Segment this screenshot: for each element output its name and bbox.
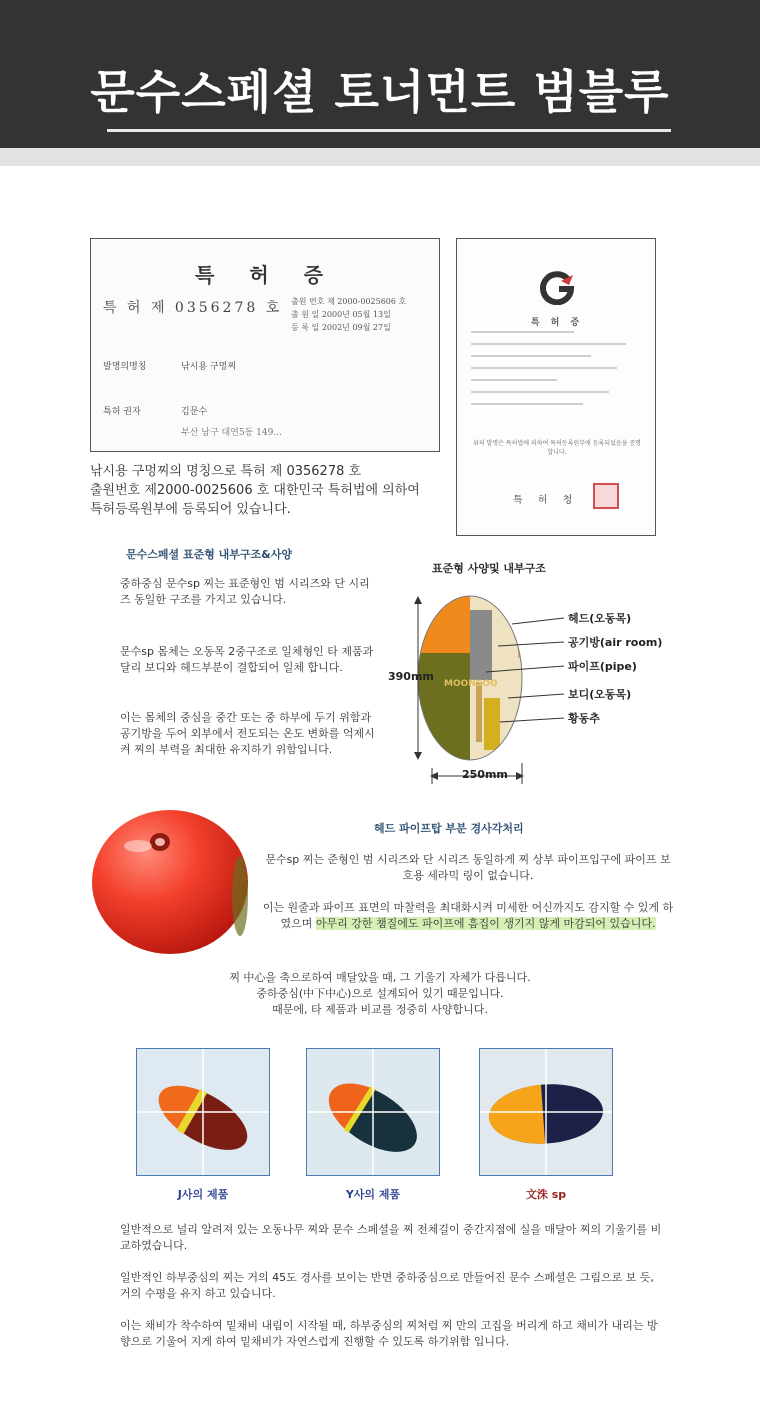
- center-text-line: 찌 中心을 축으로하여 매달았을 때, 그 기울기 자체가 다릅니다.: [229, 971, 531, 984]
- certificate-caption: [90, 462, 450, 519]
- patent-office-logo-icon: [539, 269, 575, 305]
- header-divider: [107, 129, 671, 132]
- invention-value: 낚시용 구멍찌: [181, 362, 237, 372]
- application-number: 출원 번호 제 2000-0025606 호: [291, 297, 407, 306]
- structure-paragraph-2: 문수sp 몸체는 오동목 2중구조로 일체형인 타 제품과 달리 보디와 헤드부분이 결합되어 일체 합니다.: [120, 645, 374, 674]
- head-pipe-paragraph-2: [262, 900, 674, 932]
- diagram-part-head: 헤드(오동목): [568, 612, 632, 625]
- structure-paragraph-1: 중하중심 문수sp 찌는 표준형인 범 시리즈와 단 시리즈 동일한 구조를 가지고 있습니다.: [120, 577, 370, 606]
- head-pipe-paragraph-2-highlight: 아무리 강한 챔질에도 파이프에 흠집이 생기지 않게 마감되어 있습니다.: [315, 917, 656, 930]
- official-seal-icon: [593, 483, 619, 509]
- owner-address: 부산 남구 대연5동 149...: [181, 428, 282, 438]
- diagram-part-brass-weight: 황동추: [568, 712, 600, 725]
- center-axis-text: [140, 970, 620, 1018]
- comparison-label-y: Y사의 제품: [345, 1188, 401, 1201]
- caption-line: 출원번호 제2000-0025606 호 대한민국 특허법에 의하여: [90, 483, 420, 498]
- certificate-title: 특 허 증: [195, 263, 337, 287]
- header-sub-band: [0, 148, 760, 166]
- owner-value: 김문수: [181, 407, 208, 417]
- certificate-meta: [291, 295, 406, 334]
- patent-certificate-small: [456, 238, 656, 536]
- head-pipe-heading: 헤드 파이프탑 부분 경사각처리: [374, 822, 524, 835]
- comparison-photo-y: [306, 1048, 440, 1176]
- bottom-paragraph-2: 일반적인 하부중심의 찌는 거의 45도 경사를 보이는 반면 중하중심으로 만들어진 문수 스페셜은 그림으로 보 듯, 거의 수평을 유지 하고 있습니다.: [120, 1271, 654, 1300]
- page-title: 문수스페셜 토너먼트 범블루: [90, 65, 670, 119]
- diagram-title: 표준형 사양및 내부구조: [432, 562, 546, 575]
- caption-line: 특허등록원부에 등록되어 있습니다.: [90, 502, 291, 517]
- bottom-paragraph-3: 이는 채비가 착수하여 밑채비 내림이 시작될 때, 하부중심의 찌처럼 찌 만의 고집을 버리게 하고 채비가 내리는 방향으로 기울어 지게 하여 밑채비가 자연스럽게 진행할 수 있도록 하기위함 입니다.: [120, 1319, 658, 1348]
- center-text-line: 때문에, 타 제품과 비교를 정중히 사양합니다.: [272, 1003, 488, 1016]
- caption-line: 낚시용 구멍찌의 명칭으로 특허 제 0356278 호: [90, 464, 362, 479]
- invention-label: 발명의명칭: [103, 362, 147, 372]
- header-banner: [0, 0, 760, 148]
- comparison-label-moonsoo: 文洙 sp: [525, 1188, 567, 1201]
- diagram-part-air-room: 공기방(air room): [568, 636, 663, 649]
- structure-diagram: [380, 558, 670, 790]
- certificate-declaration: 위의 발명은 특허법에 의하여 특허등록원부에 등록되었음을 증명합니다.: [473, 440, 641, 456]
- diagram-width-label: 250mm: [462, 768, 508, 781]
- application-date: 출 원 일 2000년 05월 13일: [291, 310, 391, 319]
- diagram-part-pipe: 파이프(pipe): [568, 660, 637, 673]
- float-head-photo: [88, 806, 248, 956]
- patent-office-name: 특 허 청: [513, 495, 579, 506]
- patent-certificate-main: [90, 238, 440, 452]
- center-text-line: 중하중심(中下中心)으로 설계되어 있기 때문입니다.: [256, 987, 504, 1000]
- owner-label: 특허 권자: [103, 407, 141, 417]
- structure-paragraph-3: 이는 몸체의 중심을 중간 또는 중 하부에 두기 위함과 공기방을 두어 외부에서 전도되는 온도 변화를 억제시켜 찌의 부력을 최대한 유지하기 위함입니다.: [120, 711, 375, 756]
- certificate-text-lines: [471, 331, 643, 415]
- head-pipe-paragraph-1: 문수sp 찌는 준형인 범 시리즈와 단 시리즈 동일하게 찌 상부 파이프입구에 파이프 보호용 세라믹 링이 없습니다.: [265, 853, 671, 882]
- diagram-part-body: 보디(오동목): [568, 688, 632, 701]
- head-pipe-paragraph-2-plain: 이는 원줄과 파이프 표면의 마찰력을 최대화시켜 미세한 어신까지도 감지할 수 있게 하였으며: [262, 901, 674, 930]
- bottom-paragraph-1: 일반적으로 널리 알려져 있는 오동나무 찌와 문수 스페셜을 찌 전체길이 중간지점에 실을 매달아 찌의 기울기를 비교하였습니다.: [120, 1223, 662, 1252]
- diagram-height-label: 390mm: [388, 670, 434, 683]
- float-brand-text: MOONSOO: [444, 679, 498, 689]
- patent-number: 특 허 제 0356278 호: [103, 300, 283, 316]
- registration-date: 등 록 일 2002년 09월 27일: [291, 323, 391, 332]
- comparison-photo-j: [136, 1048, 270, 1176]
- structure-heading: 문수스페셜 표준형 내부구조&사양: [126, 548, 293, 561]
- comparison-label-j: J사의 제품: [177, 1188, 229, 1201]
- comparison-photo-moonsoo: [479, 1048, 613, 1176]
- small-certificate-title: 특 허 증: [530, 318, 584, 328]
